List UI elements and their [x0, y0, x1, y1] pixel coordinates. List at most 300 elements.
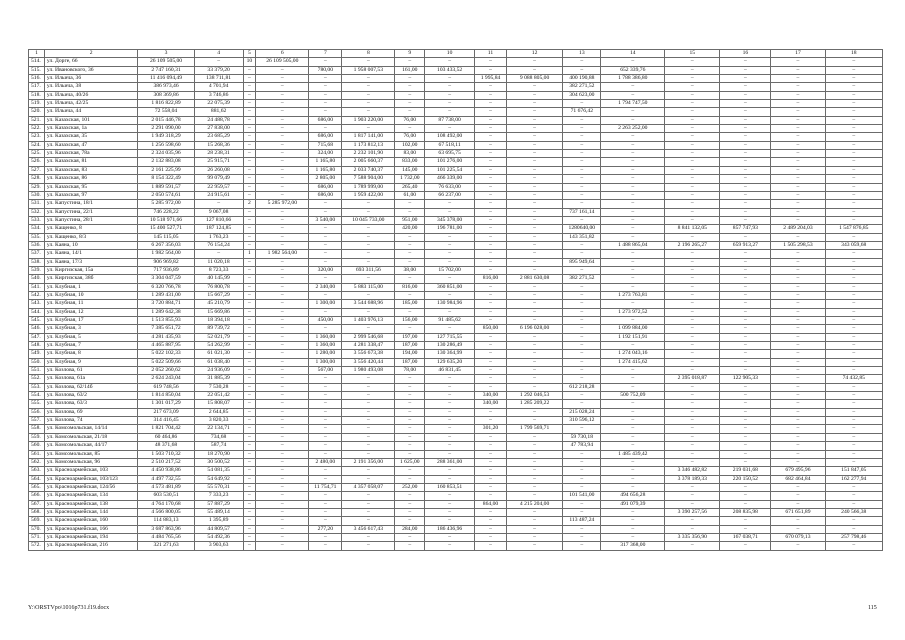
table-cell: –: [243, 475, 256, 483]
table-cell: 521.: [29, 116, 45, 124]
table-cell: –: [771, 400, 825, 408]
table-cell: 558.: [29, 425, 45, 433]
table-cell: –: [475, 417, 507, 425]
table-cell: –: [506, 408, 562, 416]
table-cell: –: [720, 333, 771, 341]
table-cell: –: [720, 442, 771, 450]
table-cell: –: [342, 75, 395, 83]
table-cell: ул. Ильича, 38: [44, 83, 137, 91]
table-cell: –: [309, 233, 342, 241]
table-cell: –: [506, 116, 562, 124]
table-cell: –: [771, 66, 825, 74]
table-cell: –: [601, 525, 665, 533]
table-cell: 185,00: [395, 300, 425, 308]
table-cell: 151 847,05: [825, 467, 882, 475]
table-cell: –: [825, 517, 882, 525]
table-cell: 22 075,39: [194, 100, 243, 108]
table-cell: –: [563, 525, 601, 533]
table-row: [29, 333, 883, 341]
table-cell: ул. Козлова, 74: [44, 417, 137, 425]
table-cell: 103 433,52: [425, 66, 475, 74]
table-cell: 525.: [29, 150, 45, 158]
table-cell: –: [563, 100, 601, 108]
table-cell: –: [771, 183, 825, 191]
table-cell: –: [771, 108, 825, 116]
table-cell: –: [563, 300, 601, 308]
table-cell: ул. Капустина, 18/1: [44, 200, 137, 208]
table-cell: –: [601, 533, 665, 541]
table-cell: –: [243, 450, 256, 458]
table-cell: –: [256, 183, 309, 191]
table-cell: –: [665, 500, 720, 508]
table-cell: –: [771, 83, 825, 91]
table-cell: –: [243, 308, 256, 316]
table-cell: –: [825, 266, 882, 274]
table-cell: 11 020,18: [194, 258, 243, 266]
table-row: [29, 308, 883, 316]
table-cell: 563.: [29, 467, 45, 475]
table-cell: 1 547 876,85: [825, 225, 882, 233]
table-cell: 161,00: [395, 66, 425, 74]
table-cell: –: [342, 450, 395, 458]
table-cell: –: [475, 133, 507, 141]
table-cell: 1: [243, 250, 256, 258]
table-cell: –: [825, 350, 882, 358]
table-cell: –: [309, 417, 342, 425]
table-cell: 540.: [29, 275, 45, 283]
table-cell: 143 351,82: [563, 233, 601, 241]
table-cell: 3 720 884,71: [138, 300, 194, 308]
table-cell: ул. Красноармейская, 144: [44, 508, 137, 516]
table-cell: –: [395, 417, 425, 425]
table-cell: –: [395, 308, 425, 316]
table-cell: 8 154 322,49: [138, 175, 194, 183]
column-header: 13: [563, 50, 601, 58]
table-cell: –: [771, 442, 825, 450]
table-cell: 76 154,24: [194, 241, 243, 249]
table-cell: 514.: [29, 58, 45, 66]
table-cell: –: [243, 216, 256, 224]
table-cell: ул. Козлова, 63/3: [44, 400, 137, 408]
table-cell: –: [243, 500, 256, 508]
table-cell: –: [506, 417, 562, 425]
table-cell: –: [720, 291, 771, 299]
table-cell: –: [506, 158, 562, 166]
table-cell: 850,00: [475, 325, 507, 333]
table-cell: 320,00: [309, 266, 342, 274]
footer-file-path: Y:\ORSTVpo\1016p731.f19.docx: [28, 605, 110, 611]
table-cell: –: [665, 150, 720, 158]
table-row: [29, 433, 883, 441]
table-cell: –: [771, 158, 825, 166]
table-cell: 33 379,20: [194, 66, 243, 74]
table-cell: –: [601, 508, 665, 516]
table-row: [29, 125, 883, 133]
table-cell: –: [395, 200, 425, 208]
table-cell: –: [243, 375, 256, 383]
table-cell: –: [256, 508, 309, 516]
table-cell: 554.: [29, 392, 45, 400]
table-cell: –: [563, 158, 601, 166]
table-cell: 2 624 243,04: [138, 375, 194, 383]
table-cell: –: [665, 133, 720, 141]
table-cell: –: [720, 208, 771, 216]
column-header: 4: [194, 50, 243, 58]
table-cell: –: [475, 108, 507, 116]
table-cell: –: [665, 166, 720, 174]
table-cell: –: [395, 492, 425, 500]
table-cell: 2 015 446,78: [138, 116, 194, 124]
table-cell: –: [342, 100, 395, 108]
table-cell: 2 747 160,31: [138, 66, 194, 74]
table-cell: –: [395, 241, 425, 249]
table-cell: –: [665, 308, 720, 316]
table-cell: –: [771, 275, 825, 283]
table-cell: –: [309, 508, 342, 516]
table-cell: –: [243, 492, 256, 500]
table-cell: 519.: [29, 100, 45, 108]
table-cell: –: [601, 150, 665, 158]
table-cell: 24 915,61: [194, 191, 243, 199]
table-cell: –: [563, 458, 601, 466]
table-cell: –: [475, 216, 507, 224]
table-cell: –: [601, 175, 665, 183]
table-cell: –: [665, 66, 720, 74]
table-cell: –: [243, 83, 256, 91]
table-cell: –: [425, 533, 475, 541]
table-cell: 3 540,00: [309, 216, 342, 224]
table-cell: –: [771, 216, 825, 224]
table-cell: –: [256, 91, 309, 99]
table-cell: –: [665, 542, 720, 550]
table-row: [29, 375, 883, 383]
table-cell: –: [475, 183, 507, 191]
table-cell: –: [243, 317, 256, 325]
table-cell: –: [256, 175, 309, 183]
table-cell: 4 566 800,05: [138, 508, 194, 516]
table-cell: 567,00: [309, 367, 342, 375]
table-cell: –: [506, 367, 562, 375]
table-cell: 1 814 850,04: [138, 392, 194, 400]
table-cell: 1 789 999,00: [342, 183, 395, 191]
table-cell: –: [825, 133, 882, 141]
table-cell: –: [665, 325, 720, 333]
table-cell: 48 371,68: [138, 442, 194, 450]
table-cell: 5 022 509,66: [138, 358, 194, 366]
table-cell: –: [506, 467, 562, 475]
table-cell: –: [665, 108, 720, 116]
table-cell: –: [475, 508, 507, 516]
table-cell: 99 079,49: [194, 175, 243, 183]
table-cell: 1 300,00: [309, 300, 342, 308]
table-cell: –: [506, 241, 562, 249]
table-cell: ул. Красноармейская, 216: [44, 542, 137, 550]
table-cell: –: [243, 417, 256, 425]
table-cell: –: [309, 325, 342, 333]
column-header: 2: [44, 50, 137, 58]
table-cell: 76 633,00: [425, 183, 475, 191]
table-cell: 3 556 420,44: [342, 358, 395, 366]
table-cell: 1 273 763,81: [601, 291, 665, 299]
table-cell: –: [425, 233, 475, 241]
table-cell: –: [771, 291, 825, 299]
table-cell: –: [243, 342, 256, 350]
table-cell: –: [475, 225, 507, 233]
table-cell: –: [425, 475, 475, 483]
table-cell: 526.: [29, 158, 45, 166]
table-header-row: [29, 50, 883, 58]
table-row: [29, 208, 883, 216]
table-cell: 4 701,94: [194, 83, 243, 91]
table-cell: –: [825, 208, 882, 216]
table-cell: –: [563, 150, 601, 158]
table-cell: 3 687 863,96: [138, 525, 194, 533]
table-cell: 187 124,85: [194, 225, 243, 233]
table-cell: –: [720, 350, 771, 358]
table-cell: –: [825, 325, 882, 333]
table-cell: –: [475, 116, 507, 124]
table-cell: 551.: [29, 367, 45, 375]
table-cell: –: [256, 191, 309, 199]
table-cell: –: [395, 533, 425, 541]
table-cell: –: [256, 333, 309, 341]
table-cell: 569.: [29, 517, 45, 525]
table-cell: 734,68: [194, 433, 243, 441]
table-cell: –: [309, 533, 342, 541]
table-cell: –: [475, 233, 507, 241]
table-cell: –: [194, 58, 243, 66]
table-cell: –: [825, 75, 882, 83]
table-cell: ул. Красноармейская, 124/56: [44, 483, 137, 491]
table-cell: 10 045 733,00: [342, 216, 395, 224]
table-cell: –: [771, 141, 825, 149]
table-cell: –: [395, 75, 425, 83]
table-cell: –: [665, 208, 720, 216]
table-cell: –: [309, 125, 342, 133]
table-row: [29, 508, 883, 516]
table-cell: –: [243, 191, 256, 199]
table-cell: –: [825, 141, 882, 149]
table-cell: –: [342, 475, 395, 483]
table-cell: 1 799 569,71: [506, 425, 562, 433]
table-cell: –: [342, 91, 395, 99]
table-cell: –: [506, 266, 562, 274]
table-cell: –: [506, 175, 562, 183]
table-cell: –: [309, 308, 342, 316]
table-cell: –: [771, 250, 825, 258]
table-cell: –: [601, 283, 665, 291]
table-cell: –: [475, 317, 507, 325]
table-cell: –: [720, 317, 771, 325]
table-cell: –: [475, 191, 507, 199]
table-cell: –: [475, 300, 507, 308]
table-cell: 1 285 209,22: [506, 400, 562, 408]
table-cell: –: [825, 433, 882, 441]
table-cell: –: [395, 125, 425, 133]
table-cell: –: [256, 492, 309, 500]
table-cell: –: [601, 158, 665, 166]
table-cell: –: [342, 442, 395, 450]
table-cell: –: [395, 400, 425, 408]
table-cell: 557.: [29, 417, 45, 425]
table-row: [29, 442, 883, 450]
table-cell: ул. Козлова, 63/2: [44, 392, 137, 400]
table-cell: –: [665, 141, 720, 149]
table-cell: –: [309, 492, 342, 500]
table-cell: –: [256, 133, 309, 141]
table-cell: –: [665, 258, 720, 266]
table-cell: –: [563, 283, 601, 291]
table-cell: –: [194, 250, 243, 258]
table-cell: 537.: [29, 250, 45, 258]
table-cell: 60 464,86: [138, 433, 194, 441]
table-cell: ул. Казахская, 86: [44, 175, 137, 183]
table-cell: –: [601, 108, 665, 116]
table-cell: –: [506, 133, 562, 141]
table-cell: 340,00: [475, 400, 507, 408]
table-cell: ул. Казахская, 83: [44, 166, 137, 174]
table-cell: 24 936,09: [194, 367, 243, 375]
table-cell: –: [665, 183, 720, 191]
table-cell: –: [506, 350, 562, 358]
table-cell: 167 038,71: [720, 533, 771, 541]
table-cell: 52 021,79: [194, 333, 243, 341]
table-cell: –: [825, 183, 882, 191]
table-cell: –: [506, 542, 562, 550]
table-cell: –: [256, 266, 309, 274]
table-cell: 450,00: [309, 317, 342, 325]
table-cell: –: [506, 442, 562, 450]
table-cell: –: [309, 241, 342, 249]
table-cell: –: [243, 442, 256, 450]
table-cell: –: [771, 408, 825, 416]
table-cell: 857 747,93: [720, 225, 771, 233]
table-cell: 57 887,29: [194, 500, 243, 508]
table-cell: 1 763,23: [194, 233, 243, 241]
table-cell: 55 489,14: [194, 508, 243, 516]
table-cell: ул. Казахская, 78а: [44, 150, 137, 158]
table-cell: 240 566,38: [825, 508, 882, 516]
table-cell: 951,00: [395, 216, 425, 224]
table-cell: –: [506, 216, 562, 224]
table-cell: –: [309, 100, 342, 108]
table-cell: –: [771, 433, 825, 441]
table-cell: 2 052 260,62: [138, 367, 194, 375]
table-cell: –: [825, 291, 882, 299]
table-cell: 314 416,45: [138, 417, 194, 425]
table-row: [29, 425, 883, 433]
table-cell: –: [506, 508, 562, 516]
table-cell: 2 132 883,08: [138, 158, 194, 166]
table-cell: –: [395, 258, 425, 266]
table-cell: –: [506, 91, 562, 99]
table-cell: –: [665, 458, 720, 466]
table-cell: –: [665, 450, 720, 458]
table-cell: –: [425, 450, 475, 458]
table-cell: –: [771, 358, 825, 366]
table-cell: 546.: [29, 325, 45, 333]
table-cell: –: [256, 325, 309, 333]
table-cell: –: [601, 342, 665, 350]
table-cell: 76 800,78: [194, 283, 243, 291]
table-cell: –: [563, 542, 601, 550]
table-cell: 906 969,82: [138, 258, 194, 266]
column-header: 8: [342, 50, 395, 58]
table-cell: –: [425, 492, 475, 500]
table-cell: –: [256, 300, 309, 308]
table-cell: –: [309, 467, 342, 475]
table-cell: 3 556 673,38: [342, 350, 395, 358]
table-row: [29, 108, 883, 116]
table-cell: 1 903 220,00: [342, 116, 395, 124]
table-cell: 87 738,00: [425, 116, 475, 124]
table-cell: 1 889 591,57: [138, 183, 194, 191]
table-cell: –: [720, 250, 771, 258]
table-cell: 25 915,71: [194, 158, 243, 166]
table-cell: –: [475, 333, 507, 341]
table-cell: –: [475, 250, 507, 258]
table-cell: –: [720, 150, 771, 158]
table-cell: –: [563, 183, 601, 191]
table-cell: –: [425, 325, 475, 333]
page-number: 115: [868, 605, 877, 611]
table-cell: –: [256, 383, 309, 391]
table-cell: 1 274 415,62: [601, 358, 665, 366]
table-cell: –: [506, 317, 562, 325]
table-cell: 26 109 505,00: [256, 58, 309, 66]
table-cell: –: [256, 233, 309, 241]
table-cell: 15 702,00: [425, 266, 475, 274]
table-cell: –: [601, 208, 665, 216]
table-cell: 114 883,13: [138, 517, 194, 525]
table-cell: 3 544 688,96: [342, 300, 395, 308]
table-cell: –: [825, 367, 882, 375]
table-cell: –: [771, 425, 825, 433]
table-cell: –: [771, 458, 825, 466]
table-cell: –: [825, 483, 882, 491]
table-row: [29, 525, 883, 533]
table-cell: 1 273 972,52: [601, 308, 665, 316]
table-cell: 220 150,52: [720, 475, 771, 483]
table-cell: –: [475, 542, 507, 550]
table-cell: 54 492,36: [194, 533, 243, 541]
table-cell: –: [342, 492, 395, 500]
table-cell: –: [256, 533, 309, 541]
table-cell: –: [309, 291, 342, 299]
table-cell: –: [601, 300, 665, 308]
table-cell: ул. Ильича, 36: [44, 75, 137, 83]
table-cell: 4 497 732,55: [138, 475, 194, 483]
table-cell: 252,00: [395, 483, 425, 491]
table-cell: 2 881 630,08: [506, 275, 562, 283]
table-cell: –: [243, 542, 256, 550]
table-cell: 564.: [29, 475, 45, 483]
table-cell: –: [243, 183, 256, 191]
table-cell: –: [342, 58, 395, 66]
table-cell: 89 739,72: [194, 325, 243, 333]
table-cell: 5 285 972,00: [256, 200, 309, 208]
table-cell: 317 368,00: [601, 542, 665, 550]
table-cell: ул. Казахская, 47: [44, 141, 137, 149]
table-cell: –: [475, 100, 507, 108]
table-cell: 5 022 102,33: [138, 350, 194, 358]
table-cell: –: [425, 383, 475, 391]
table-cell: –: [256, 375, 309, 383]
table-cell: 5 285 972,00: [138, 200, 194, 208]
table-cell: –: [720, 367, 771, 375]
table-cell: 547.: [29, 333, 45, 341]
column-header: 11: [475, 50, 507, 58]
